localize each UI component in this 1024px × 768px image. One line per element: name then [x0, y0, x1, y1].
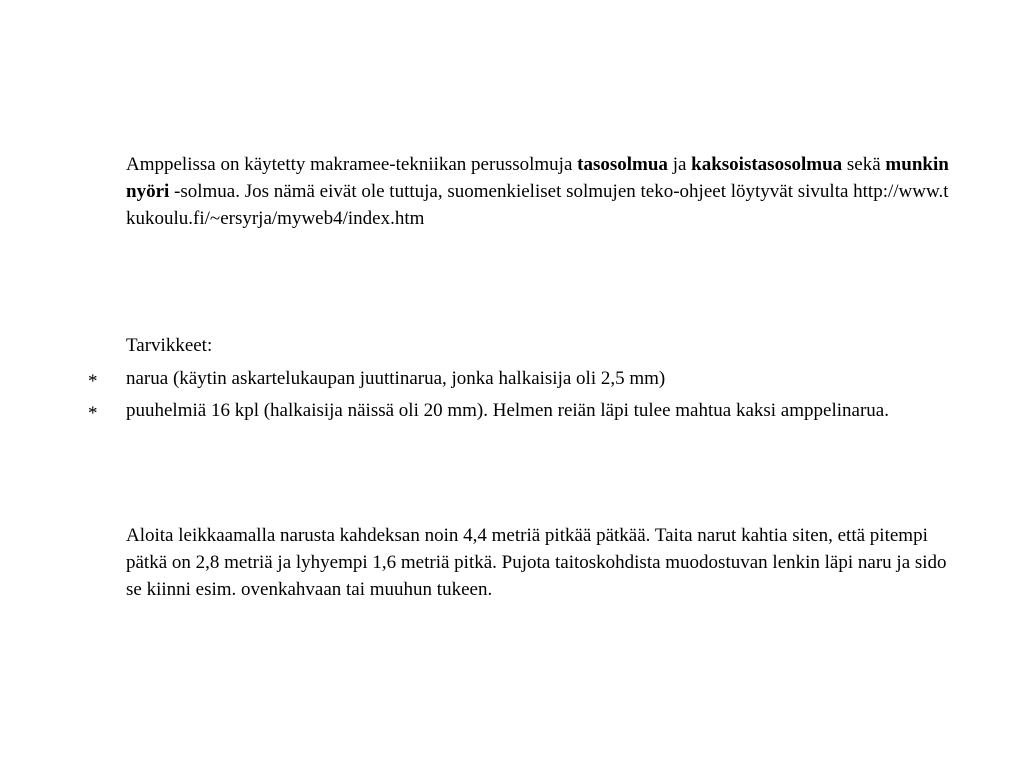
- list-item-text: narua (käytin askartelukaupan juuttinarua, jonka halkaisija oli 2,5 mm): [126, 368, 666, 389]
- bullet-marker: *: [88, 403, 98, 424]
- bullet-marker: *: [88, 371, 98, 392]
- intro-paragraph: [126, 151, 956, 232]
- intro-bold-kaksoistasosolmua: kaksoistasosolmua: [691, 154, 843, 175]
- list-item: [0, 365, 956, 392]
- intro-text-1: Amppelissa on käytetty makramee-tekniikan perussolmuja: [126, 154, 578, 175]
- list-item-text: puuhelmiä 16 kpl (halkaisija näissä oli 20 mm). Helmen reiän läpi tulee mahtua kaksi amppelinarua.: [126, 400, 889, 421]
- intro-text-2: ja: [667, 154, 692, 175]
- supplies-heading: Tarvikkeet:: [126, 335, 213, 356]
- intro-text-3: sekä: [842, 154, 886, 175]
- list-item: [0, 397, 956, 424]
- instructions-url: http://www.tkukoulu.fi/~ersyrja/myweb4/index.htm: [126, 181, 949, 229]
- intro-bold-munkin-nyori: munkin nyöri: [126, 154, 949, 202]
- intro-bold-tasosolmua: tasosolmua: [577, 154, 668, 175]
- instructions-paragraph: Aloita leikkaamalla narusta kahdeksan noin 4,4 metriä pitkää pätkää. Taita narut kahtia siten, että pitempi pätkä on 2,8 metriä ja lyhyempi 1,6 metriä pitkä. Pujota taitoskohdista muodostuvan lenkin läpi naru ja sido se kiinni esim. ovenkahvaan tai muuhun tukeen.: [126, 525, 947, 600]
- intro-text-4: -solmua. Jos nämä eivät ole tuttuja, suomenkieliset solmujen teko-ohjeet löytyvät sivulta: [169, 181, 854, 202]
- supplies-list: [0, 365, 1024, 429]
